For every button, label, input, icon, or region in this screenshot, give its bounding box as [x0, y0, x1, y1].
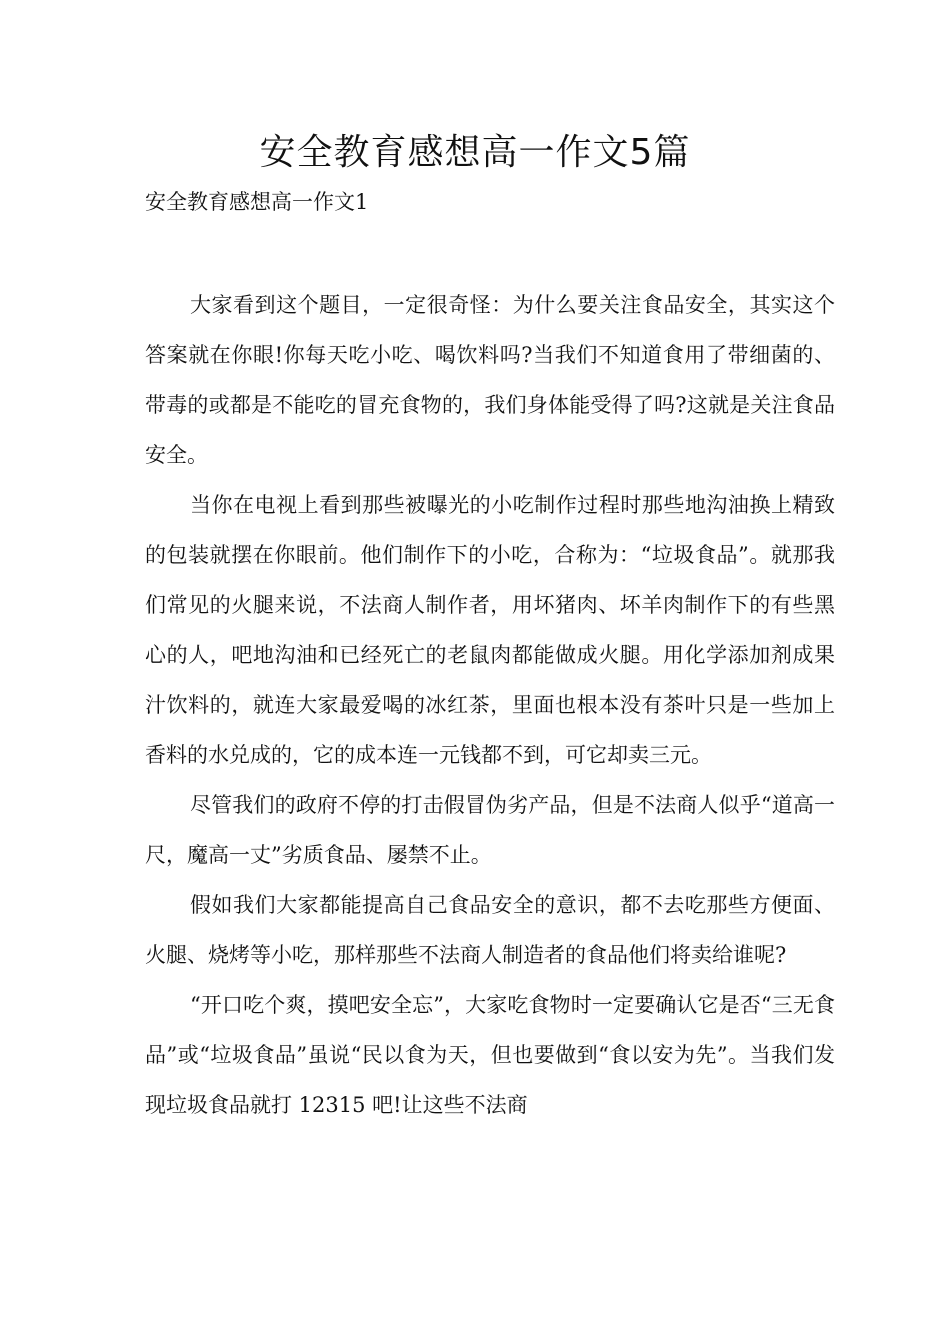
paragraph: 大家看到这个题目，一定很奇怪：为什么要关注食品安全，其实这个答案就在你眼!你每天吃小吃、喝饮料吗?当我们不知道食用了带细菌的、带毒的或都是不能吃的冒充食物的，我们身体能受得了吗?这就是关注食品安全。	[145, 293, 835, 467]
paragraph: 尽管我们的政府不停的打击假冒伪劣产品，但是不法商人似乎“道高一尺，魔高一丈”劣质食品、屡禁不止。	[145, 793, 835, 867]
paragraph: “开口吃个爽，摸吧安全忘”，大家吃食物时一定要确认它是否“三无食品”或“垃圾食品”虽说“民以食为天，但也要做到“食以安为先”。当我们发现垃圾食品就打 12315 吧!让这些不法商	[145, 993, 835, 1117]
document-title: 安全教育感想高一作文5篇	[259, 132, 691, 173]
paragraph: 假如我们大家都能提高自己食品安全的意识，都不去吃那些方便面、火腿、烧烤等小吃，那样那些不法商人制造者的食品他们将卖给谁呢?	[145, 893, 835, 967]
paragraph: 当你在电视上看到那些被曝光的小吃制作过程时那些地沟油换上精致的包装就摆在你眼前。他们制作下的小吃，合称为：“垃圾食品”。就那我们常见的火腿来说，不法商人制作者，用坏猪肉、坏羊肉制作下的有些黑心的人，吧地沟油和已经死亡的老鼠肉都能做成火腿。用化学添加剂成果汁饮料的，就连大家最爱喝的冰红茶，里面也根本没有茶叶只是一些加上香料的水兑成的，它的成本连一元钱都不到，可它却卖三元。	[145, 493, 835, 767]
document-subtitle: 安全教育感想高一作文1	[145, 190, 369, 214]
document-body	[145, 280, 835, 1130]
